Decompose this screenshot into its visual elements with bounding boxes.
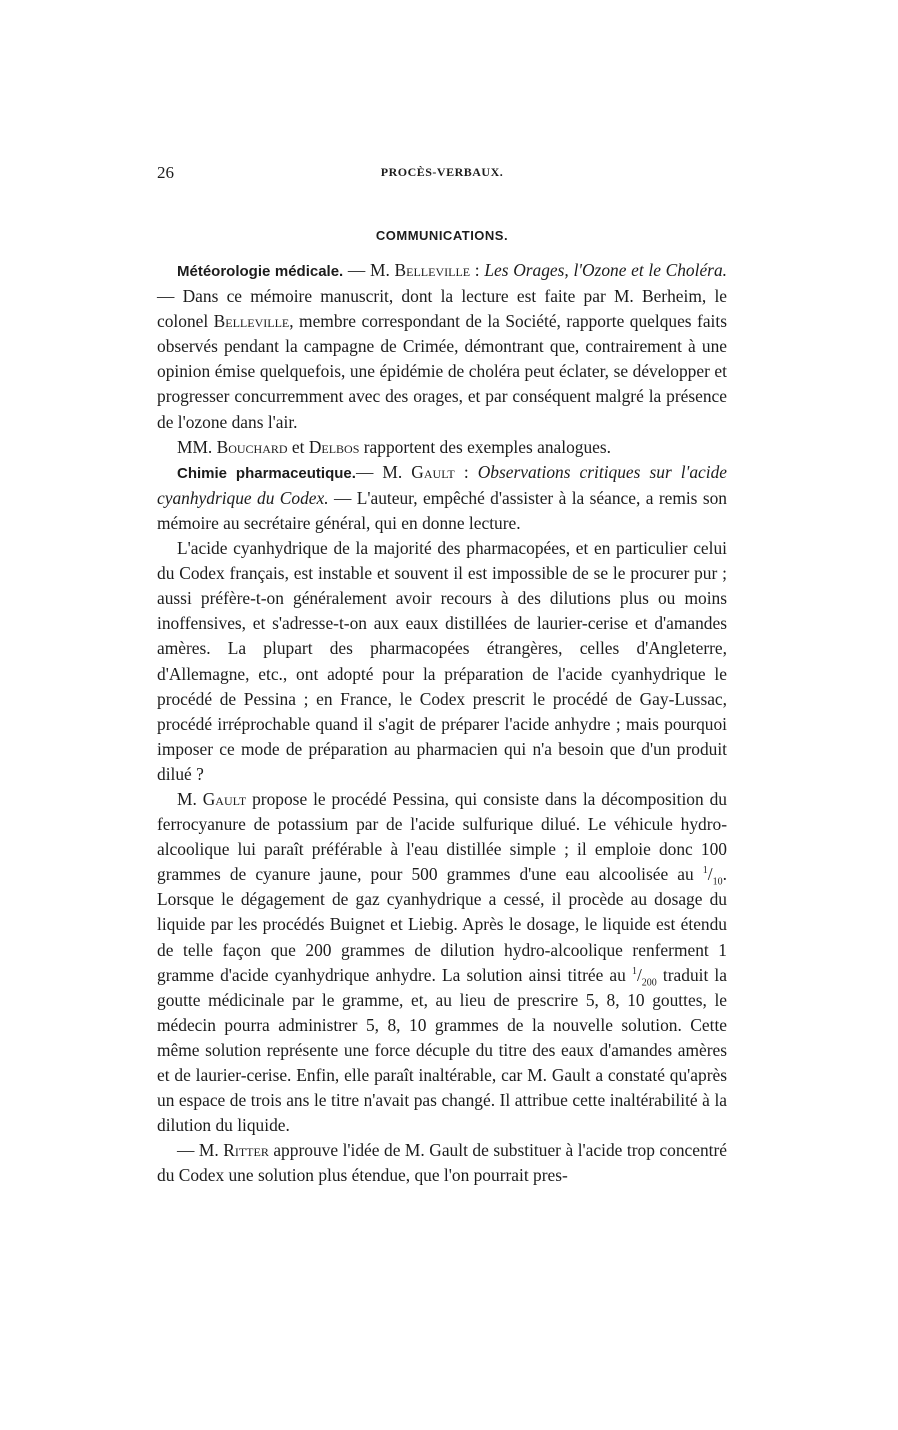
text-run: propose le procédé Pessina, qui consiste dans la décomposition du ferrocyanure de potassium par de l'acide sulfurique dilué. Le véhicule hydro-alcoolique lui paraît préférable à l'eau distillée simple ; il emploie donc 100 grammes de cyanure jaune, pour 500 grammes d'une eau alcoolisée au [157,788,727,885]
text-run: et [287,436,309,457]
page-header [157,163,727,187]
fraction: $^1/_{200}$ [631,964,657,989]
text-run: MM. [177,436,217,457]
author-name: Delbos [308,436,360,457]
body-text [157,258,727,1188]
memoir-title: Observations critiques sur l'acide cyanhydrique du Codex. [157,461,727,508]
text-run: rapportent des exemples analogues. [359,436,611,457]
text-run: — M. [355,461,412,482]
fraction-denominator: 10 [712,876,723,888]
paragraph-acide-cyanhydrique: L'acide cyanhydrique de la majorité des pharmacopées, et en particulier celui du Codex français, est instable et souvent il est impossible de se le procurer pur ; aussi préfère-t-on généralement avoir recours à des dilutions plus ou moins inoffensives, et s'adresse-t-on aux eaux distillées de laurier-cerise et d'amandes amères. La plupart des pharmacopées étrangères, celles d'Angleterre, d'Allemagne, etc., ont adopté pour la préparation de l'acide cyanhydrique le procédé de Pessina ; en France, le Codex prescrit le procédé de Gay-Lussac, procédé irréprochable quand il s'agit de préparer l'acide anhydre ; mais pourquoi imposer ce mode de préparation au pharmacien qui n'a besoin que d'un produit dilué ? [157,538,727,784]
fraction-denominator: 200 [641,977,657,989]
text-run: approuve l'idée de M. Gault de substituer à l'acide trop concentré du Codex une solution plus étendue, que l'on pourrait pres- [157,1140,727,1186]
page-number: 26 [157,163,174,182]
section-title: COMMUNICATIONS. [375,228,509,243]
text-run: traduit la goutte médicinale par le gramme, et, au lieu de prescrire 5, 8, 10 gouttes, le médecin pourra administrer 5, 8, 10 grammes de la nouvelle solution. Cette même solution représente une force décuple du titre des eaux d'amandes amères et de laurier-cerise. Enfin, elle paraît inaltérable, car M. Gault a constaté qu'après un espace de trois ans le titre n'avait pas changé. Il attribue cette inaltérabilité à la dilution du liquide. [157,964,727,1136]
author-name: Gault [202,788,247,809]
paragraph-gault-proposal [157,787,727,1138]
author-name: Bouchard [216,436,288,457]
text-run: : [454,461,478,482]
text-run: — M. [177,1140,224,1161]
text-run: , membre correspondant de la Société, rapporte quelques faits observés pendant la campagne de Crimée, démontrant que, contrairement à une opinion émise quelquefois, une épidémie de choléra peut éclater, se développer et progresser concurremment avec des orages, et par conséquent malgré la présence de l'ozone dans l'air. [157,311,727,432]
text-run: — M. [343,260,395,280]
author-name: Belleville [213,311,290,332]
run-in-heading: Chimie pharmaceutique. [177,464,356,482]
text-run: . Lorsque le dégagement de gaz cyanhydrique a cessé, il procède au dosage du liquide par les procédés Buignet et Liebig. Après le dosage, le liquide est étendu de telle façon que 200 grammes de dilution hydro-alcoolique renferment 1 gramme d'acide cyanhydrique anhydre. La solution ainsi titrée au [157,864,727,985]
fraction-numerator: 1 [702,865,708,877]
text-run: : [470,260,485,280]
text-run: — Dans ce mémoire manuscrit, dont la lecture est faite par M. Berheim, le colonel [157,286,727,332]
paragraph-ritter [157,1138,727,1188]
fraction: $^1/_{10}$ [702,864,723,888]
memoir-title: Les Orages, l'Ozone et le Choléra. [484,260,727,280]
author-name: Gault [411,461,455,482]
author-name: Belleville [394,260,471,280]
paragraph-chimie [157,460,727,536]
fraction-numerator: 1 [631,965,637,977]
running-head: PROCÈS-VERBAUX. [380,165,504,179]
run-in-heading: Météorologie médicale. [177,263,344,280]
paragraph-meteorologie [157,258,727,435]
paragraph-bouchard-delbos [157,435,727,460]
text-run: — L'auteur, empêché d'assister à la séance, a remis son mémoire au secrétaire général, qui en donne lecture. [157,487,727,533]
text-run: M. [177,788,203,809]
author-name: Ritter [223,1140,269,1161]
